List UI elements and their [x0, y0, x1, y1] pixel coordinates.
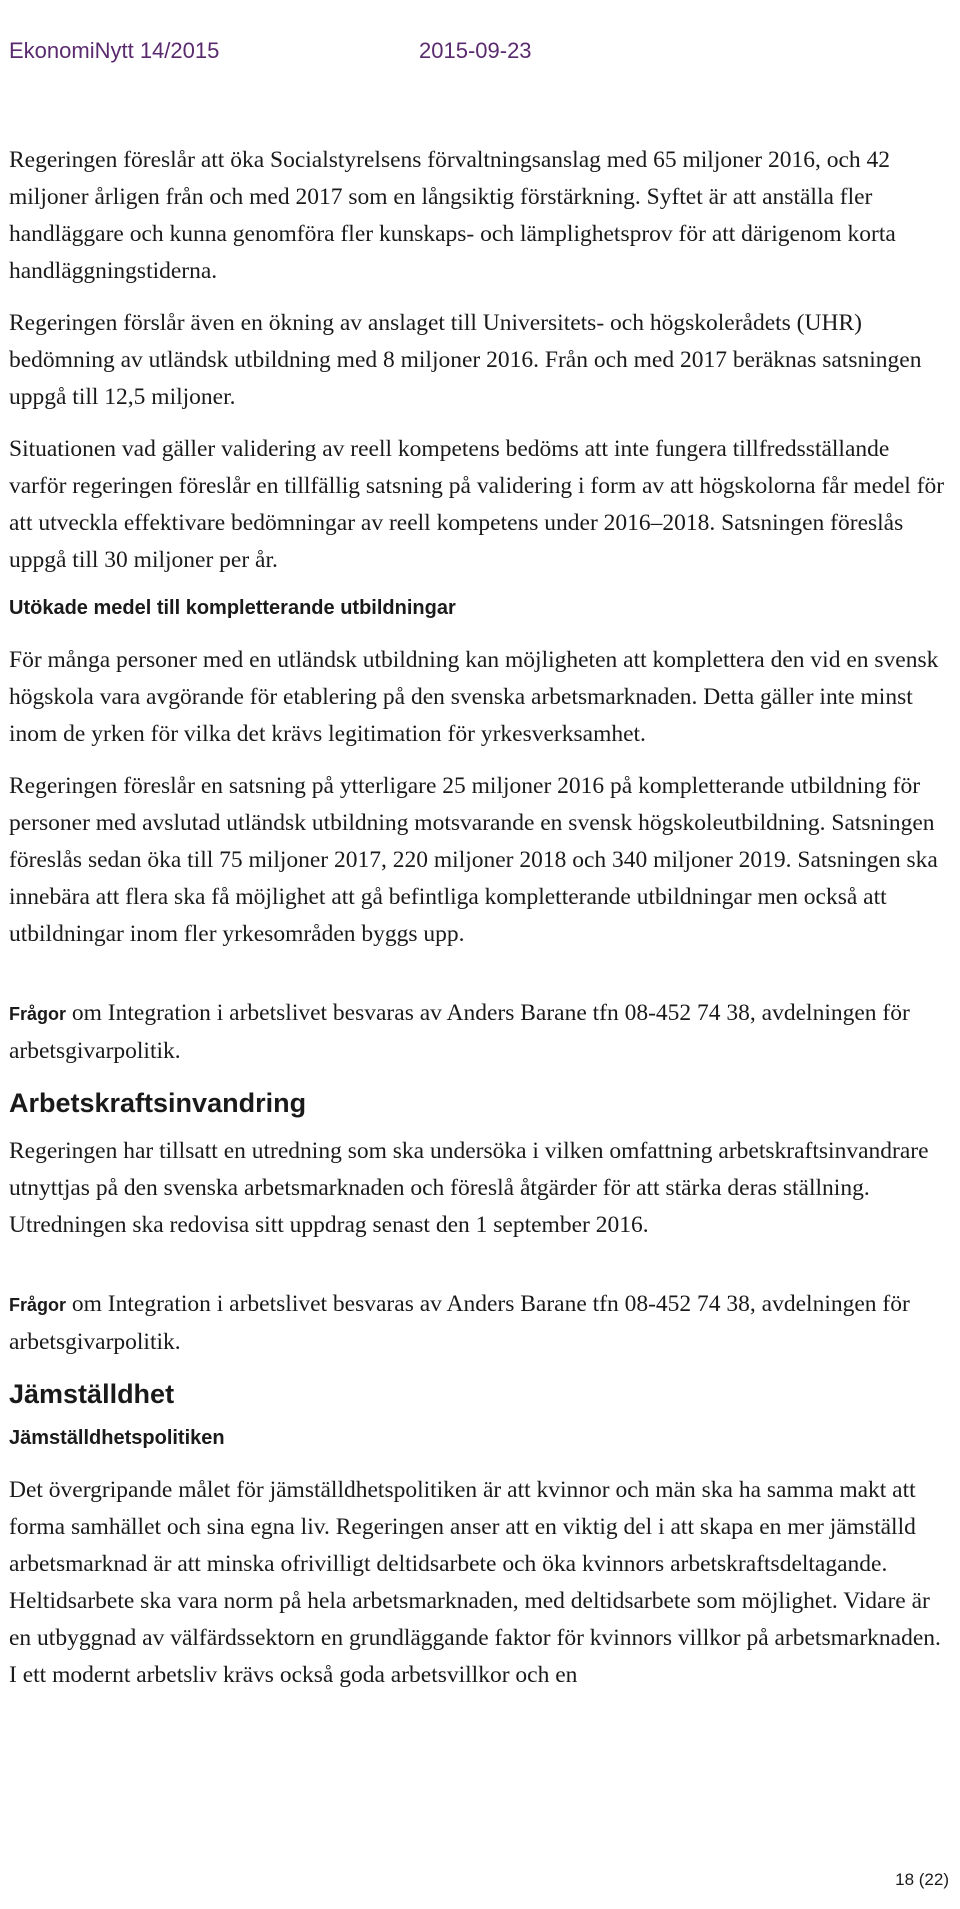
paragraph: För många personer med en utländsk utbildning kan möjligheten att komplettera den vid en svensk högskola vara avgörande för etablering på den svenska arbetsmarknaden. Detta gäller inte minst inom de yrken för vilka det krävs legitimation för yrkesverksamhet. [9, 647, 939, 747]
paragraph: Det övergripande målet för jämställdhetspolitiken är att kvinnor och män ska ha samma makt att forma samhället och sina egna liv. Regeringen anser att en viktig del i att skapa en mer jämställd arbetsmarknad är att minska ofrivilligt deltidsarbete och öka kvinnors arbetskraftsdeltagande. Heltidsarbete ska vara norm på hela arbetsmarknaden, med deltidsarbete som möjlighet. Vidare är en utbyggnad av välfärdssektorn en grundläggande faktor för kvinnors villkor på arbetsmarknaden. I ett modernt arbetsliv krävs också goda arbetsvillkor och en [9, 1477, 941, 1688]
article-body [9, 142, 951, 1709]
paragraph: Regeringen förslår även en ökning av anslaget till Universitets- och högskolerådets (UHR) bedömning av utländsk utbildning med 8 miljoner 2016. Från och med 2017 beräknas satsningen uppgå till 12,5 miljoner. [9, 310, 922, 410]
section-heading-arbetskraft: Arbetskraftsinvandring [9, 1088, 307, 1118]
spacer [9, 1261, 951, 1286]
contact-note [9, 1286, 951, 1361]
subheading-jamstalldhetspolitiken: Jämställdhetspolitiken [9, 1427, 225, 1449]
spacer [9, 970, 951, 995]
page-header [9, 38, 949, 64]
publication-title: EkonomiNytt 14/2015 [9, 38, 220, 63]
section-heading-jamstalldhet: Jämställdhet [9, 1379, 175, 1409]
paragraph: Regeringen föreslår en satsning på ytterligare 25 miljoner 2016 på kompletterande utbildning för personer med avslutad utländsk utbildning motsvarande en svensk högskoleutbildning. Satsningen föreslås sedan öka till 75 miljoner 2017, 220 miljoner 2018 och 340 miljoner 2019. Satsningen ska innebära att flera ska få möjlighet att gå befintliga kompletterande utbildningar men också att utbildningar inom fler yrkesområden byggs upp. [9, 773, 938, 947]
page-number: 18 (22) [895, 1870, 949, 1889]
subheading-kompletterande: Utökade medel till kompletterande utbildningar [9, 597, 456, 619]
paragraph: Regeringen har tillsatt en utredning som ska undersöka i vilken omfattning arbetskraftsinvandrare utnyttjas på den svenska arbetsmarknaden och föreslå åtgärder för att stärka deras ställning. Utredningen ska redovisa sitt uppdrag senast den 1 september 2016. [9, 1138, 929, 1238]
contact-label: Frågor [9, 1295, 67, 1315]
publication-date: 2015-09-23 [419, 38, 532, 63]
paragraph: Regeringen föreslår att öka Socialstyrelsens förvaltningsanslag med 65 miljoner 2016, och 42 miljoner årligen från och med 2017 som en långsiktig förstärkning. Syftet är att anställa fler handläggare och kunna genomföra fler kunskaps- och lämplighetsprov för att därigenom korta handläggningstiderna. [9, 147, 896, 284]
contact-text: om Integration i arbetslivet besvaras av Anders Barane tfn 08-452 74 38, avdelningen för arbetsgivarpolitik. [9, 1291, 910, 1355]
paragraph: Situationen vad gäller validering av reell kompetens bedöms att inte fungera tillfredsställande varför regeringen föreslår en tillfällig satsning på validering i form av att högskolorna får medel för att utveckla effektivare bedömningar av reell kompetens under 2016–2018. Satsningen föreslås uppgå till 30 miljoner per år. [9, 436, 945, 573]
contact-text: om Integration i arbetslivet besvaras av Anders Barane tfn 08-452 74 38, avdelningen för arbetsgivarpolitik. [9, 1000, 910, 1064]
contact-label: Frågor [9, 1004, 67, 1024]
contact-note [9, 995, 951, 1070]
